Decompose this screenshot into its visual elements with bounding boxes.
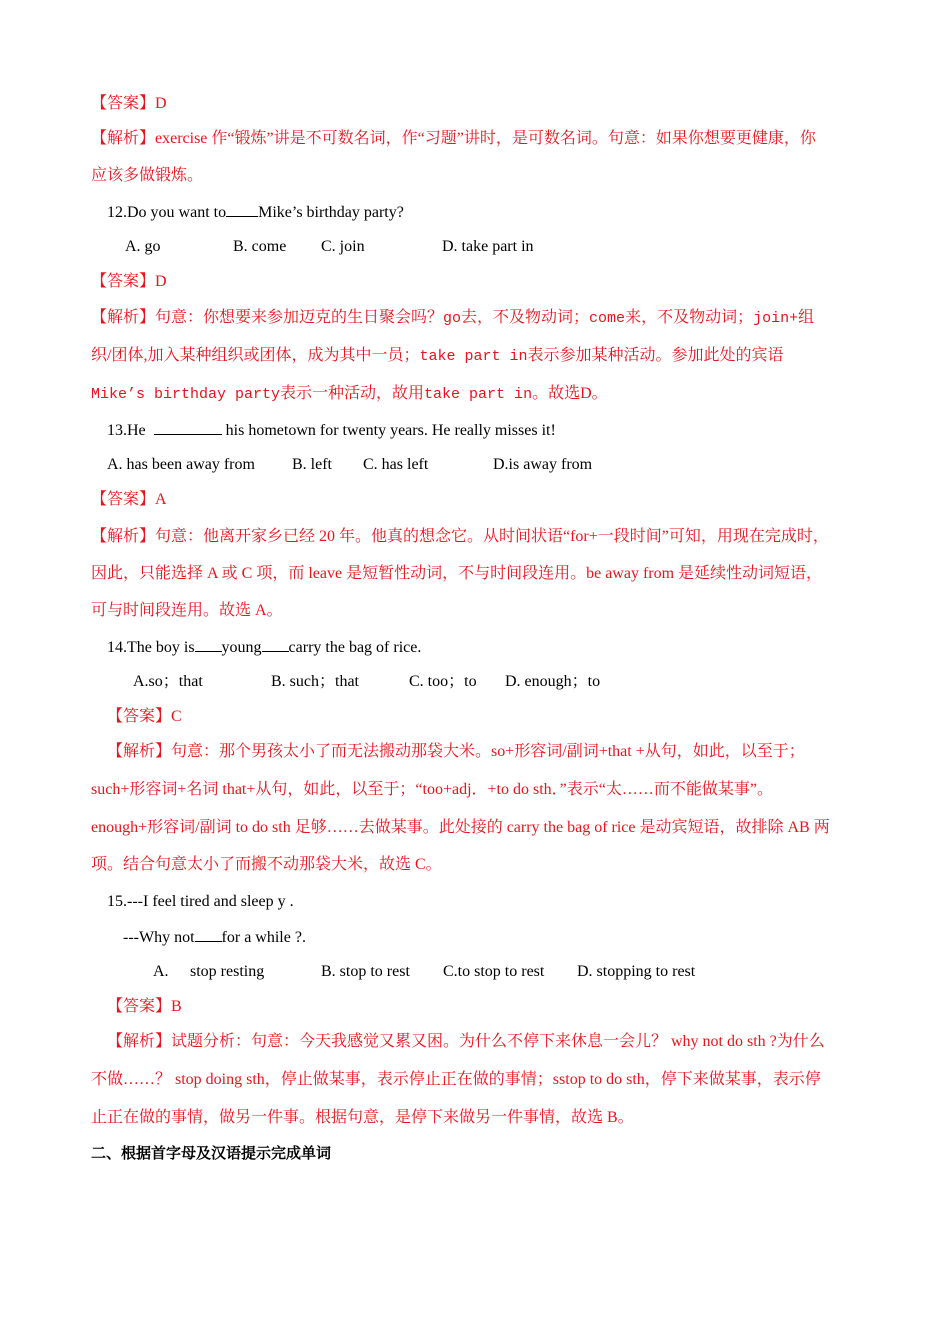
q15-analysis-line-3: 止正在做的事情，做另一件事。根据句意，是停下来做另一件事情，故选 B。 [91,1109,634,1126]
q15-stem: 15.---I feel tired and sleep y . [107,893,294,910]
q12-l2-b: take part in [419,348,528,365]
q14-option-c: C. too；to [409,673,477,690]
q12-l1-g: 组 [798,309,815,326]
q13-option-a: A. has been away from [107,456,255,473]
q15-option-a: stop resting [190,963,265,980]
q12-l3-a: Mike’s birthday party [91,386,281,403]
q14-answer: 【答案】C [107,708,182,725]
q12-l1-c: 去，不及物动词； [461,309,590,326]
q12-l3-d: 。故选D。 [532,385,608,402]
q15-option-b: B. stop to rest [321,963,410,980]
q12-l3-c: take part in [424,386,533,403]
q15-blank [195,927,222,942]
q15-analysis-line-1: 【解析】试题分析：句意：今天我感觉又累又困。为什么不停下来休息一会儿？ why not do sth ?为什么 [107,1033,825,1050]
q15-option-d: D. stopping to rest [577,963,696,980]
q12-analysis-line-3 [91,384,608,405]
q14-stem [107,637,421,658]
q14-option-a: A.so；that [133,673,203,690]
q14-blank-1 [195,637,222,652]
q12-stem [107,202,404,223]
section-2-heading: 二、根据首字母及汉语提示完成单词 [91,1144,332,1162]
q15-option-c: C.to stop to rest [443,963,545,980]
q15-stem2-end: for a while ?. [221,929,306,946]
q12-l2-a: 织/团体,加入某种组织或团体，成为其中一员； [91,347,420,364]
q14-blank-2 [262,637,289,652]
q14-stem-mid: young [221,639,262,656]
q11-analysis-line-1: 【解析】exercise 作“锻炼”讲是不可数名词，作“习题”讲时，是可数名词。句意：如果你想要更健康，你 [91,130,816,147]
q14-analysis-line-1: 【解析】句意：那个男孩太小了而无法搬动那袋大米。so+形容词/副词+that +从句，如此，以至于； [107,743,805,760]
q14-option-b: B. such；that [271,673,359,690]
q14-stem-start: 14.The boy is [107,639,195,656]
q12-option-c: C. join [321,238,365,255]
q14-analysis-line-2: such+形容词+名词 that+从句，如此，以至于；“too+adj．+to do sth．”表示“太……而不能做某事”。 [91,781,773,798]
q13-answer: 【答案】A [91,491,167,508]
q12-l1-d: come [589,310,626,327]
q12-blank [226,202,258,217]
q12-l1-a: 【解析】句意：你想要来参加迈克的生日聚会吗？ [91,309,444,326]
q13-analysis-line-2: 因此，只能选择 A 或 C 项，而 leave 是短暂性动词，不与时间段连用。be away from 是延续性动词短语， [91,565,823,582]
q13-option-d: D.is away from [493,456,593,473]
q12-option-b: B. come [233,238,287,255]
q11-analysis-line-2: 应该多做锻炼。 [91,167,204,184]
q12-l3-b: 表示一种活动，故用 [280,385,425,402]
q12-analysis-line-2 [91,346,784,367]
q13-analysis-line-1: 【解析】句意：他离开家乡已经 20 年。他真的想念它。从时间状语“for+一段时间”可知，用现在完成时， [91,528,829,545]
q14-analysis-line-4: 项。结合句意太小了而搬不动那袋大米，故选 C。 [91,856,442,873]
q12-l1-e: 来，不及物动词； [625,309,754,326]
q13-analysis-line-3: 可与时间段连用。故选 A。 [91,602,283,619]
q14-stem-end: carry the bag of rice. [288,639,422,656]
q12-l2-c: 表示参加某种活动。参加此处的宾语 [527,347,784,364]
q13-stem-end: his hometown for twenty years. He really misses it! [225,422,556,439]
q15-answer: 【答案】B [107,998,182,1015]
q11-answer: 【答案】D [91,95,167,112]
q12-l1-b: go [443,310,462,327]
q12-analysis-line-1 [91,308,814,329]
q13-stem [107,420,556,441]
q13-blank [154,420,222,435]
q12-answer: 【答案】D [91,273,167,290]
q12-option-a: A. go [125,238,161,255]
q12-stem-start: 12.Do you want to [107,204,227,221]
q13-stem-start: 13.He [107,422,146,439]
q15-option-a-letter: A. [153,963,169,980]
q12-option-d: D. take part in [442,238,534,255]
q15-stem-2 [123,927,306,948]
q14-option-d: D. enough；to [505,673,601,690]
q15-stem2-start: ---Why not [123,929,195,946]
q13-option-b: B. left [292,456,332,473]
q13-option-c: C. has left [363,456,429,473]
q15-analysis-line-2: 不做……？ stop doing sth，停止做某事，表示停止正在做的事情；sstop to do sth，停下来做某事，表示停 [91,1071,821,1088]
q12-l1-f: join+ [753,310,799,327]
q14-analysis-line-3: enough+形容词/副词 to do sth 足够……去做某事。此处接的 carry the bag of rice 是动宾短语，故排除 AB 两 [91,819,830,836]
q12-stem-end: Mike’s birthday party? [258,204,404,221]
